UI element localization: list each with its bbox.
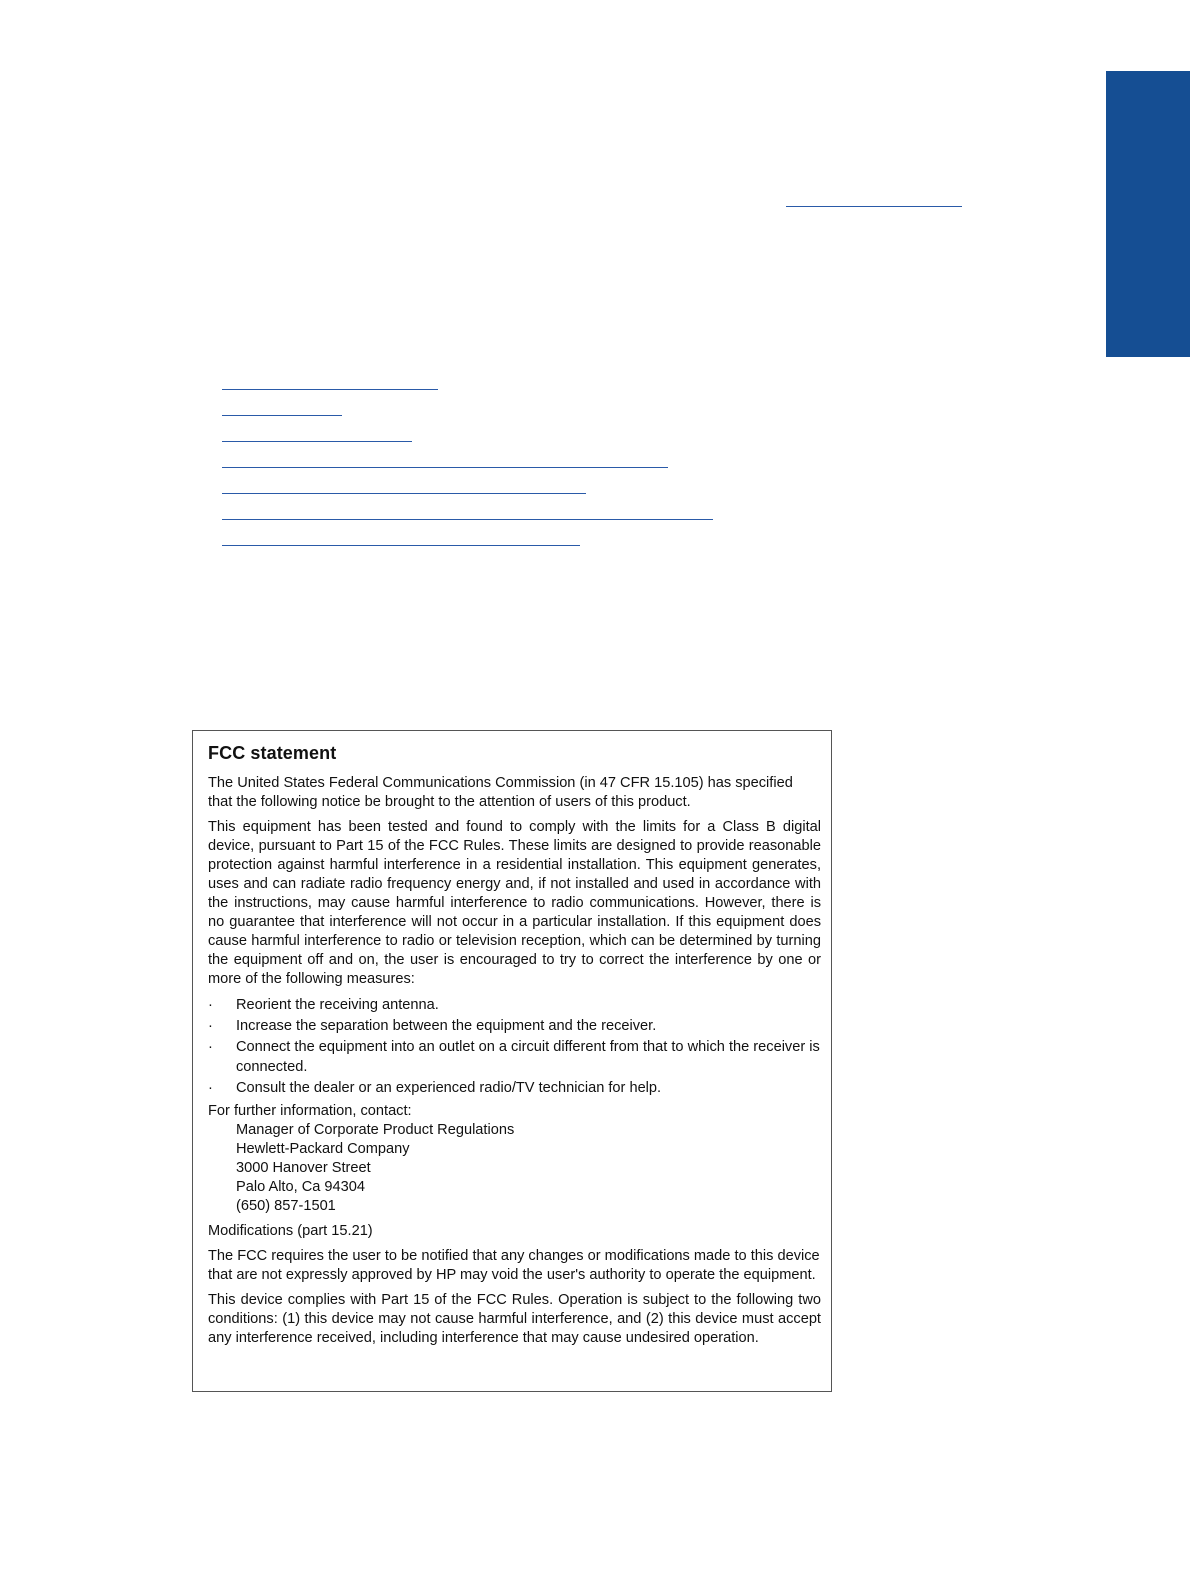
list-item: · Reorient the receiving antenna. <box>208 997 439 1013</box>
link-list <box>222 389 722 571</box>
fcc-title: FCC statement <box>208 743 337 763</box>
contact-address <box>236 1121 821 1216</box>
contact-line: 3000 Hanover Street <box>236 1160 371 1176</box>
bullet-glyph: · <box>208 997 213 1013</box>
link-underline[interactable] <box>786 206 962 207</box>
chapter-side-tab <box>1106 71 1190 357</box>
link-underline[interactable] <box>222 389 438 390</box>
fcc-statement-box <box>192 730 832 1392</box>
bullet-glyph: · <box>208 1039 213 1055</box>
measures-list <box>208 995 821 1098</box>
fcc-intro: The United States Federal Communications Commission (in 47 CFR 15.105) has specified that the following notice be brought to the attention of users of this product. <box>208 775 793 810</box>
link-underline[interactable] <box>222 467 668 468</box>
link-underline[interactable] <box>222 493 586 494</box>
link-underline[interactable] <box>222 415 342 416</box>
contact-line: Palo Alto, Ca 94304 <box>236 1179 366 1195</box>
contact-heading: For further information, contact: <box>208 1103 412 1119</box>
contact-line: (650) 857-1501 <box>236 1198 336 1214</box>
compliance-text: This device complies with Part 15 of the FCC Rules. Operation is subject to the following two conditions: (1) this device may not cause harmful interference, and (2) this device must accept any interference received, including interference that may cause undesired operation. <box>208 1292 821 1346</box>
contact-line: Manager of Corporate Product Regulations <box>236 1122 515 1138</box>
list-item: · Consult the dealer or an experienced radio/TV technician for help. <box>208 1080 662 1096</box>
modifications-heading: Modifications (part 15.21) <box>208 1223 373 1239</box>
fcc-body: This equipment has been tested and found to comply with the limits for a Class B digital device, pursuant to Part 15 of the FCC Rules. These limits are designed to provide reasonable protection against harmful interference in a residential installation. This equipment generates, uses and can radiate radio frequency energy and, if not installed and used in accordance with the instructions, may cause harmful interference to radio communications. However, there is no guarantee that interference will not occur in a particular installation. If this equipment does cause harmful interference to radio or television reception, which can be determined by turning the equipment off and on, the user is encouraged to try to correct the interference by one or more of the following measures: <box>208 819 821 987</box>
list-item: · Connect the equipment into an outlet on a circuit different from that to which the receiver is connected. <box>208 1039 820 1075</box>
modifications-text: The FCC requires the user to be notified that any changes or modifications made to this device that are not expressly approved by HP may void the user's authority to operate the equipment. <box>208 1248 820 1283</box>
link-underline[interactable] <box>222 519 713 520</box>
bullet-glyph: · <box>208 1018 213 1034</box>
bullet-glyph: · <box>208 1080 213 1096</box>
contact-line: Hewlett-Packard Company <box>236 1141 410 1157</box>
list-item: · Increase the separation between the equipment and the receiver. <box>208 1018 657 1034</box>
link-underline[interactable] <box>222 545 580 546</box>
link-underline[interactable] <box>222 441 412 442</box>
